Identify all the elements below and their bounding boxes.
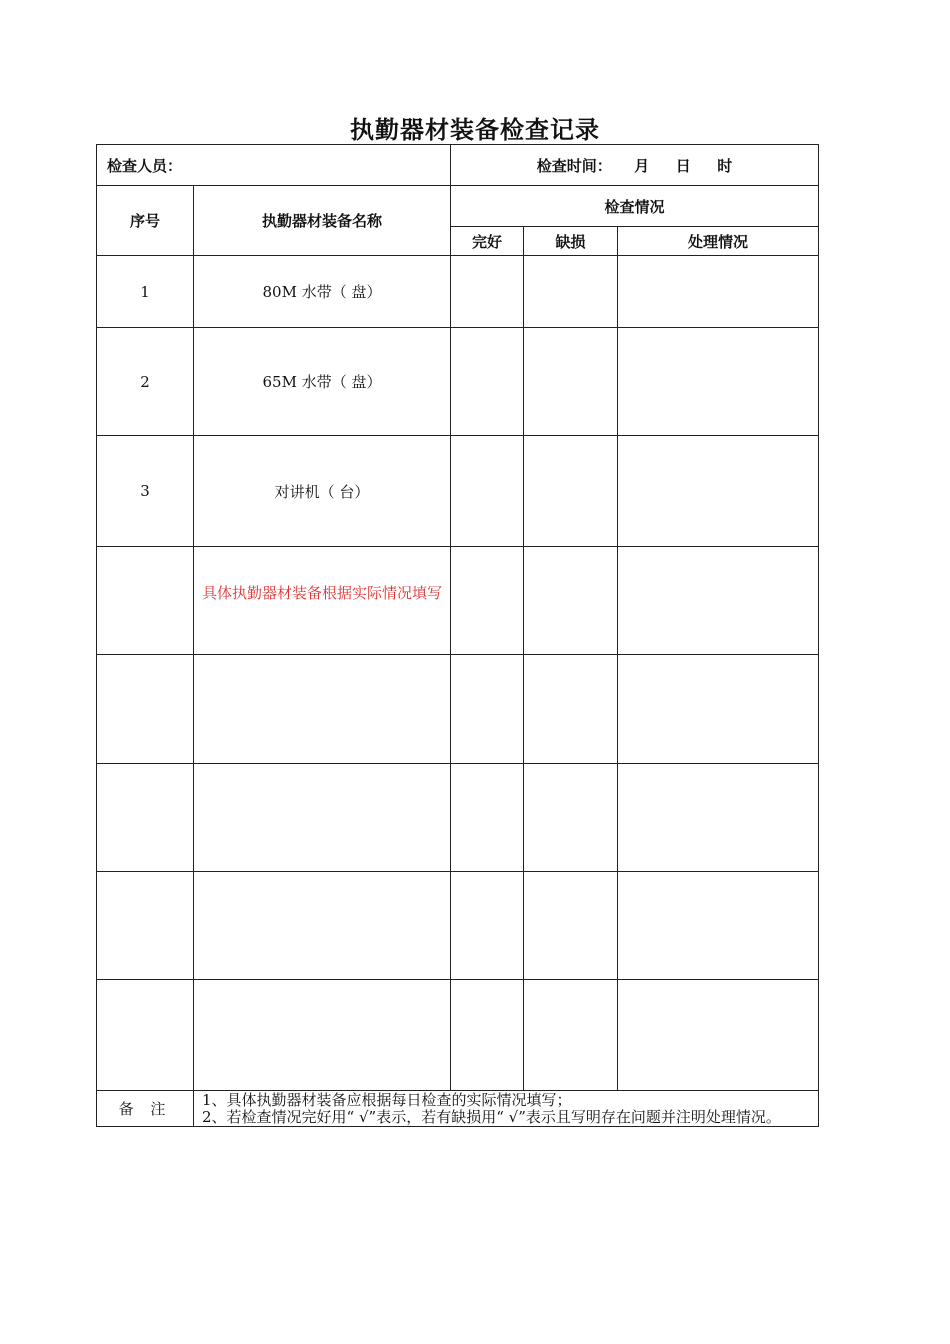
- remarks-label: 备 注: [97, 1091, 194, 1127]
- table-row: [97, 872, 819, 980]
- equipment-name-cell[interactable]: [194, 872, 451, 980]
- equipment-name-cell[interactable]: [194, 764, 451, 872]
- damaged-header: 缺损: [524, 227, 618, 256]
- column-header-row-1: [97, 186, 819, 227]
- seq-cell: 3: [97, 436, 194, 547]
- equipment-name-cell: 65M 水带（ 盘）: [194, 328, 451, 436]
- inspection-time-label: 检查时间：: [536, 156, 612, 175]
- damaged-cell[interactable]: [524, 436, 618, 547]
- check-status-header: 检查情况: [451, 186, 819, 227]
- seq-header: 序号: [97, 186, 194, 256]
- table-row: [97, 547, 819, 655]
- equipment-name-header: 执勤器材装备名称: [194, 186, 451, 256]
- equipment-name-cell: 对讲机（ 台）: [194, 436, 451, 547]
- damaged-cell[interactable]: [524, 547, 618, 655]
- table-row: [97, 328, 819, 436]
- seq-cell[interactable]: [97, 655, 194, 764]
- good-cell[interactable]: [451, 655, 524, 764]
- table-row: [97, 436, 819, 547]
- good-cell[interactable]: [451, 328, 524, 436]
- handling-cell[interactable]: [618, 980, 819, 1091]
- hour-label: 时: [717, 156, 733, 175]
- table-row: [97, 256, 819, 328]
- month-label: 月: [634, 156, 650, 175]
- inspector-label: 检查人员：: [107, 156, 183, 175]
- damaged-cell[interactable]: [524, 872, 618, 980]
- remark-line: 1、具体执勤器材装备应根据每日检查的实际情况填写；: [202, 1091, 572, 1109]
- good-cell[interactable]: [451, 980, 524, 1091]
- handling-cell[interactable]: [618, 547, 819, 655]
- handling-cell[interactable]: [618, 655, 819, 764]
- remark-line: 2、若检查情况完好用“ √”表示，若有缺损用“ √”表示且写明存在问题并注明处理情况。: [202, 1108, 781, 1126]
- damaged-cell[interactable]: [524, 328, 618, 436]
- good-cell[interactable]: [451, 764, 524, 872]
- good-cell[interactable]: [451, 436, 524, 547]
- good-cell[interactable]: [451, 256, 524, 328]
- equipment-name-cell[interactable]: [194, 655, 451, 764]
- handling-cell[interactable]: [618, 872, 819, 980]
- seq-cell[interactable]: [97, 980, 194, 1091]
- damaged-cell[interactable]: [524, 980, 618, 1091]
- good-cell[interactable]: [451, 547, 524, 655]
- table-row: [97, 655, 819, 764]
- inspection-time-cell[interactable]: [451, 145, 819, 186]
- handling-cell[interactable]: [618, 436, 819, 547]
- equipment-name-cell: 80M 水带（ 盘）: [194, 256, 451, 328]
- fill-in-hint-text: 具体执勤器材装备根据实际情况填写: [202, 584, 443, 602]
- seq-cell: 1: [97, 256, 194, 328]
- seq-cell[interactable]: [97, 872, 194, 980]
- good-header: 完好: [451, 227, 524, 256]
- fill-in-hint-cell[interactable]: [194, 547, 451, 655]
- handling-cell[interactable]: [618, 256, 819, 328]
- damaged-cell[interactable]: [524, 655, 618, 764]
- header-info-row: [97, 145, 819, 186]
- damaged-cell[interactable]: [524, 764, 618, 872]
- table-row: [97, 980, 819, 1091]
- day-label: 日: [675, 156, 691, 175]
- inspector-cell[interactable]: [97, 145, 451, 186]
- seq-cell[interactable]: [97, 764, 194, 872]
- handling-cell[interactable]: [618, 764, 819, 872]
- handling-cell[interactable]: [618, 328, 819, 436]
- table-row: [97, 764, 819, 872]
- seq-cell[interactable]: [97, 547, 194, 655]
- equipment-name-cell[interactable]: [194, 980, 451, 1091]
- inspection-record-table: [96, 144, 819, 1127]
- document-title: 执勤器材装备检查记录: [350, 115, 600, 144]
- handling-header: 处理情况: [618, 227, 819, 256]
- damaged-cell[interactable]: [524, 256, 618, 328]
- remarks-row: [97, 1091, 819, 1127]
- remarks-content: [194, 1091, 819, 1127]
- good-cell[interactable]: [451, 872, 524, 980]
- seq-cell: 2: [97, 328, 194, 436]
